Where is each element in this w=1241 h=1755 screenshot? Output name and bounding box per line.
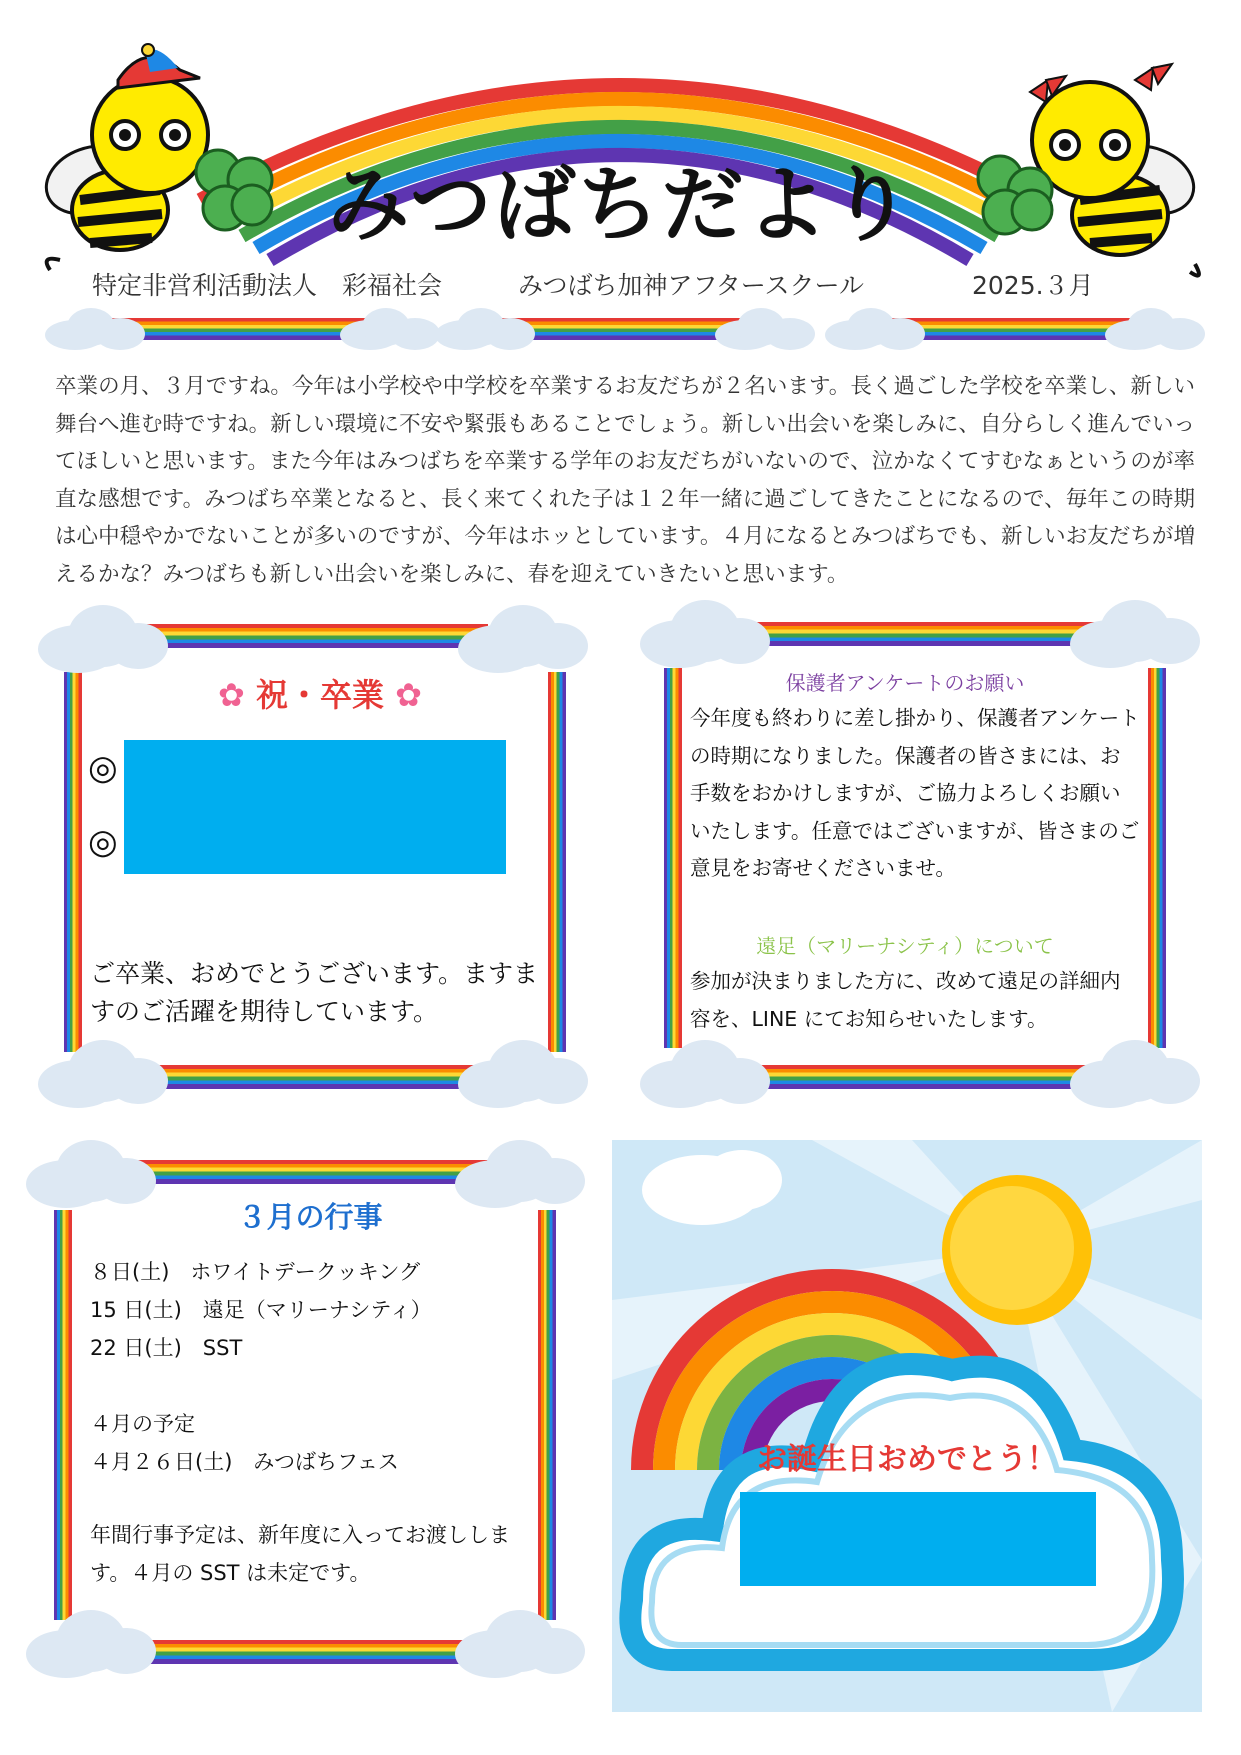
- birthday-heading: お誕生日おめでとう！: [757, 1442, 1057, 1477]
- newsletter-title: みつばちだより: [327, 158, 914, 253]
- intro-paragraph: 卒業の月、３月ですね。今年は小学校や中学校を卒業するお友だちが２名います。長く過ごした学校を卒業し、新しい舞台へ進む時ですね。新しい環境に不安や緊張もあることでしょう。新しい出会いを楽しみに、自分らしく進んでいってほしいと思います。また今年はみつばちを卒業する学年のお友だちがいないので、泣かなくてすむなぁというのが率直な感想です。みつばち卒業となると、長く来てくれた子は１２年一緒に過ごしてきたことになるので、毎年この時期は心中穏やかでないことが多いのですが、今年はホッとしています。４月になるとみつばちでも、新しいお友だちが増えるかな？みつばちも新しい出会いを楽しみに、春を迎えていきたいと思います。: [55, 374, 1195, 587]
- birthday-names-redacted: [740, 1492, 1096, 1586]
- graduation-message: ご卒業、おめでとうございます。ますますのご活躍を期待しています。: [90, 959, 539, 1026]
- flower-icon: ✿: [395, 676, 422, 714]
- graduate-mark-1: ◎: [88, 748, 118, 788]
- school-name: みつばち加神アフタースクール: [518, 271, 865, 300]
- survey-heading: 保護者アンケートのお願い: [785, 671, 1025, 695]
- trip-body: 参加が決まりました方に、改めて遠足の詳細内容を、LINE にてお知らせいたします。: [690, 969, 1121, 1031]
- issue-date: 2025.３月: [972, 271, 1094, 300]
- events-heading: ３月の行事: [237, 1200, 383, 1234]
- trip-heading: 遠足（マリーナシティ）について: [756, 934, 1054, 958]
- event-item: ４月２６日(土) みつばちフェス: [90, 1450, 399, 1474]
- flower-icon: ✿: [218, 676, 245, 714]
- graduation-title: ✿ 祝・卒業 ✿: [218, 676, 422, 714]
- organization-name: 特定非営利活動法人 彩福社会: [92, 271, 443, 300]
- survey-body: 今年度も終わりに差し掛かり、保護者アンケートの時期になりました。保護者の皆さまには、お手数をおかけしますが、ご協力よろしくお願いいたします。任意ではございますが、皆さまのご意見をお寄せくださいませ。: [690, 706, 1140, 880]
- event-item: ８日(土) ホワイトデークッキング: [90, 1260, 421, 1284]
- graduate-mark-2: ◎: [88, 822, 118, 862]
- birthday-illustration: [612, 1140, 1202, 1712]
- event-item: 15 日(土) 遠足（マリーナシティ）: [90, 1298, 432, 1322]
- event-item: 22 日(土) SST: [90, 1336, 243, 1360]
- april-label: ４月の予定: [90, 1412, 195, 1436]
- graduate-names-redacted: [124, 740, 506, 874]
- events-note: 年間行事予定は、新年度に入ってお渡しします。４月の SST は未定です。: [90, 1523, 510, 1585]
